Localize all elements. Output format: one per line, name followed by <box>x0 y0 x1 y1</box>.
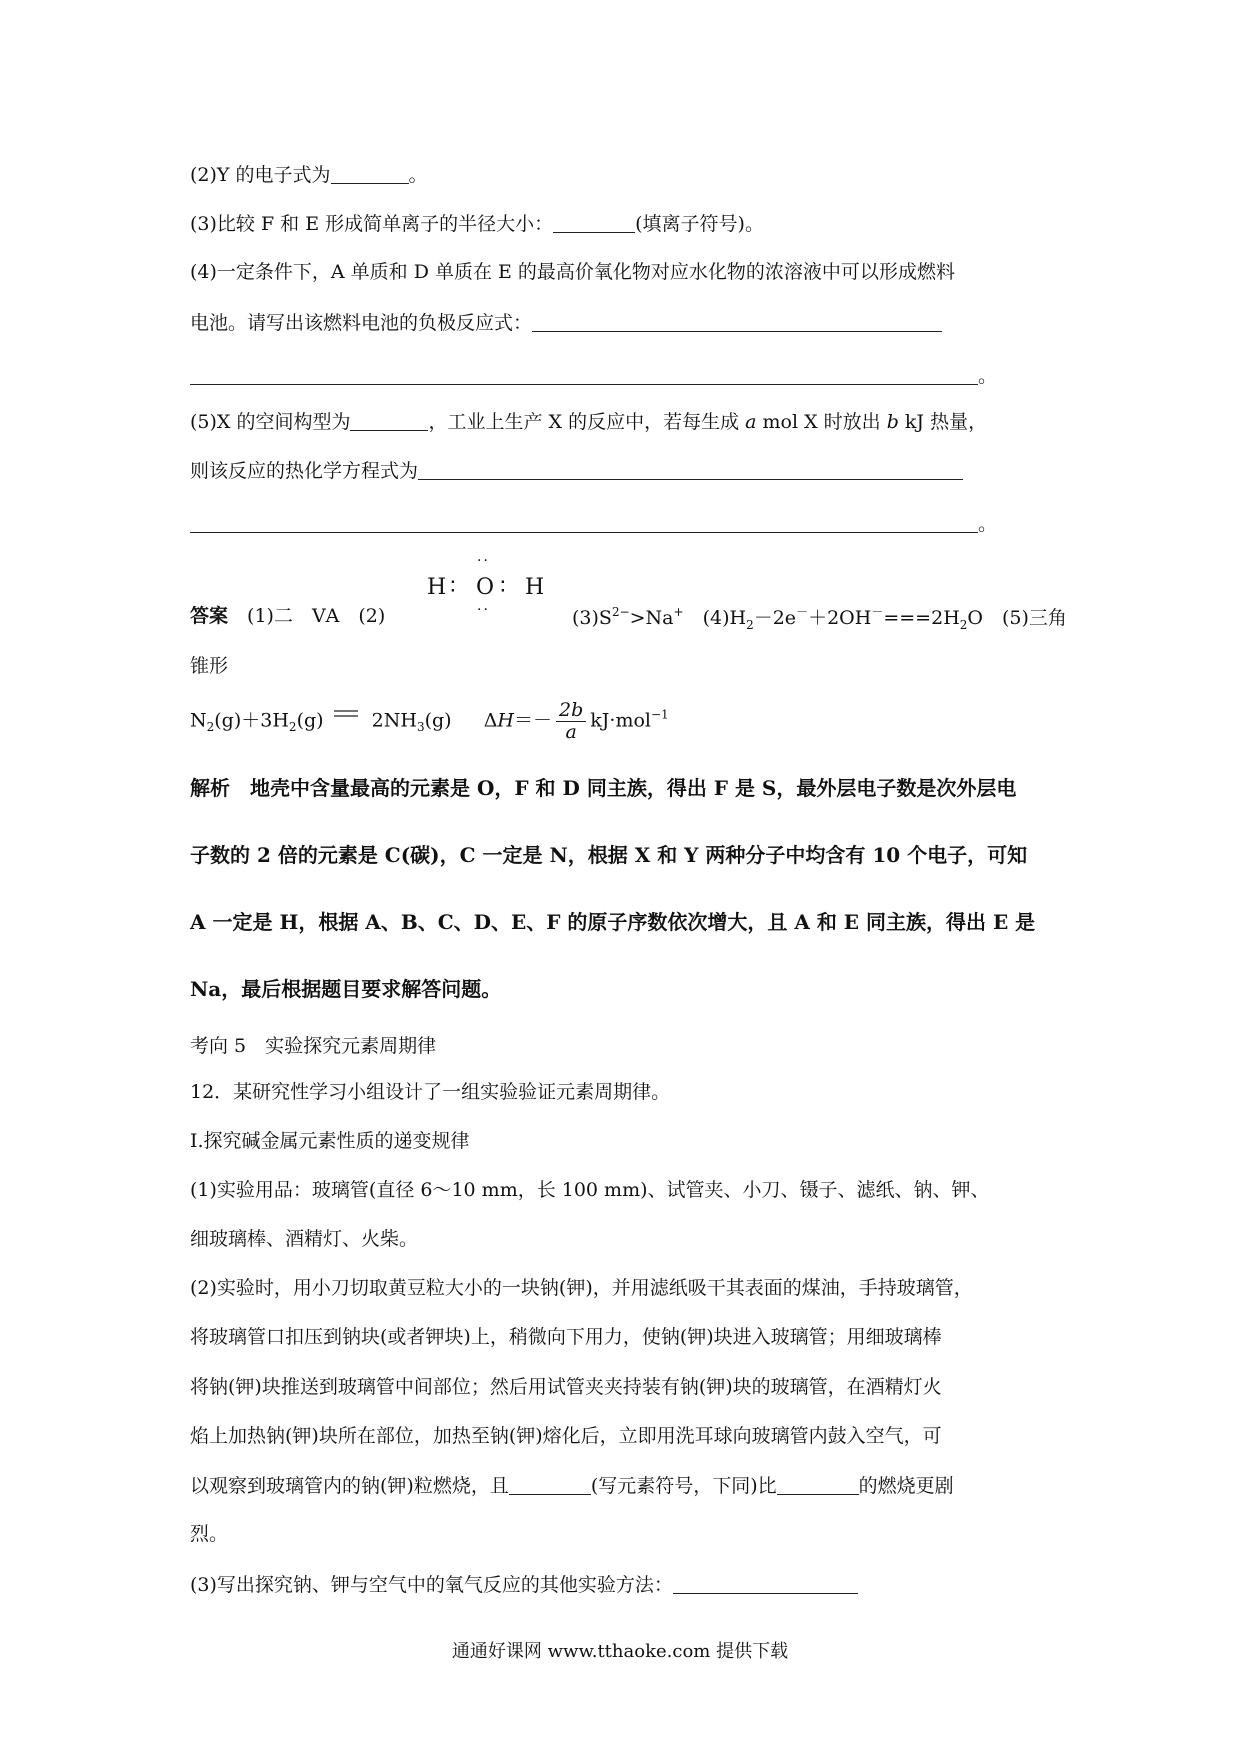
q12-s1-line-2: 细玻璃棒、酒精灯、火柴。 <box>190 1228 419 1250</box>
analysis-line-1: 解析 地壳中含量最高的元素是 O，F 和 D 同主族，得出 F 是 S，最外层电子数是次外层电 <box>190 776 1017 800</box>
analysis-line-2: 子数的 2 倍的元素是 C(碳)，C 一定是 N，根据 X 和 Y 两种分子中均含有 10 个电子，可知 <box>190 843 1028 867</box>
q4-line-1: (4)一定条件下，A 单质和 D 单质在 E 的最高价氧化物对应水化物的浓溶液中可以形成燃料 <box>190 261 955 283</box>
q12-part1: Ⅰ.探究碱金属元素性质的递变规律 <box>190 1130 470 1152</box>
analysis-line-3: A 一定是 H，根据 A、B、C、D、E、F 的原子序数依次增大，且 A 和 E 同主族，得出 E 是 <box>190 910 1036 934</box>
q2-line: (2)Y 的电子式为 。 <box>190 163 428 186</box>
q5-line-3: 。 <box>190 512 997 536</box>
thermo-equation: $N_2(g)+3H_2(g)$ $2NH_3(g)$ ΔH＝－ $\frac{2b}{a}$ kJ·mol$^{-1}$ <box>190 699 669 743</box>
q12-s2-line-3: 将钠(钾)块推送到玻璃管中间部位；然后用试管夹夹持装有钠(钾)块的玻璃管，在酒精灯火 <box>190 1376 942 1398</box>
answer-line-1: 答案 (1)二 ⅤA (2) <box>190 605 386 627</box>
q4-line-3: 。 <box>190 364 997 388</box>
q12-s2-line-2: 将玻璃管口扣压到钠块(或者钾块)上，稍微向下用力，使钠(钾)块进入玻璃管；用细玻璃棒 <box>190 1326 942 1348</box>
q12-s1-line-1: (1)实验用品：玻璃管(直径 6～10 mm，长 100 mm)、试管夹、小刀、镊子、滤纸、钠、钾、 <box>190 1179 990 1201</box>
q12-s2-line-6: 烈。 <box>190 1523 229 1545</box>
page-footer: 通通好课网 www.tthaoke.com 提供下载 <box>451 1641 789 1662</box>
q12-s2-line-5: 以观察到玻璃管内的钠(钾)粒燃烧，且 (写元素符号，下同)比 的燃烧更剧 <box>190 1474 954 1497</box>
answer-line-2: 锥形 <box>190 655 229 677</box>
q5-line-2: 则该反应的热化学方程式为 <box>190 459 963 483</box>
q12-title: 12．某研究性学习小组设计了一组实验验证元素周期律。 <box>190 1081 671 1103</box>
q5-line-1: (5)X 的空间构型为 ，工业上生产 X 的反应中，若每生成 a mol X 时放出 b kJ 热量， <box>190 410 988 433</box>
answer-line-1b: $(3)S^{2-}>Na^+$ $(4)H_2-2e^-+2OH^-===2H_2O$ (5)三角 <box>572 605 1067 632</box>
q12-s2-line-4: 焰上加热钠(钾)块所在部位，加热至钠(钾)熔化后，立即用洗耳球向玻璃管内鼓入空气，可 <box>190 1425 942 1447</box>
analysis-line-4: Na，最后根据题目要求解答问题。 <box>190 977 502 1001</box>
q3-line: (3)比较 F 和 E 形成简单离子的半径大小： (填离子符号)。 <box>190 212 764 235</box>
q12-s3-line: (3)写出探究钠、钾与空气中的氧气反应的其他实验方法： <box>190 1573 858 1597</box>
q4-line-2: 电池。请写出该燃料电池的负极反应式： <box>190 311 942 335</box>
document-page: (2)Y 的电子式为 。 (3)比较 F 和 E 形成简单离子的半径大小： (填离子符号)。 (4)一定条件下，A 单质和 D 单质在 E 的最高价氧化物对应水化物的浓溶液中可以形成燃料 电池。请写出该燃料电池的负极反应式： 。 (5)X 的空间构型为 ，工业上生产 X 的反应中，若每生成 a mol X 时放出 b kJ 热量， 则该反应的热化学方程式为 。 ·· H ∶ O ∶ H ·· 答案 (1)二 ⅤA (2) $(3)S^{2-}>Na^+$ $(4)H_2-2e^-+2OH^-===2H_2O$ (5)三角 锥形 $N_2(g)+3H_2(g)$ $2NH_3(g)$ ΔH＝－ $\frac{2b}{a}$ kJ·mol$^{-1}$ 解析 地壳中含量最高的元素是 O，F 和 D 同主族，得出 F 是 S，最外层电子数是次外层电 子数的 2 倍的元素是 C(碳)，C 一定是 N，根据 X 和 Y 两种分子中均含有 10 个电子，可知 A 一定是 H，根据 A、B、C、D、E、F 的原子序数依次增大，且 A 和 E 同主族，得出 E 是 Na，最后根据题目要求解答问题。 考向 5 实验探究元素周期律 12．某研究性学习小组设计了一组实验验证元素周期律。 Ⅰ.探究碱金属元素性质的递变规律 (1)实验用品：玻璃管(直径 6～10 mm，长 100 mm)、试管夹、小刀、镊子、滤纸、钠、钾、 细玻璃棒、酒精灯、火柴。 (2)实验时，用小刀切取黄豆粒大小的一块钠(钾)，并用滤纸吸干其表面的煤油，手持玻璃管， 将玻璃管口扣压到钠块(或者钾块)上，稍微向下用力，使钠(钾)块进入玻璃管；用细玻璃棒 将钠(钾)块推送到玻璃管中间部位；然后用试管夹夹持装有钠(钾)块的玻璃管，在酒精灯火 焰上加热钠(钾)块所在部位，加热至钠(钾)熔化后，立即用洗耳球向玻璃管内鼓入空气，可 以观察到玻璃管内的钠(钾)粒燃烧，且 (写元素符号，下同)比 的燃烧更剧 烈。 (3)写出探究钠、钾与空气中的氧气反应的其他实验方法： 通通好课网 www.tthaoke.com 提供下载 <box>0 0 1240 1754</box>
section-heading: 考向 5 实验探究元素周期律 <box>190 1035 437 1057</box>
q12-s2-line-1: (2)实验时，用小刀切取黄豆粒大小的一块钠(钾)，并用滤纸吸干其表面的煤油，手持玻璃管， <box>190 1277 973 1299</box>
fraction: $\frac{2b}{a}$ <box>556 700 586 743</box>
